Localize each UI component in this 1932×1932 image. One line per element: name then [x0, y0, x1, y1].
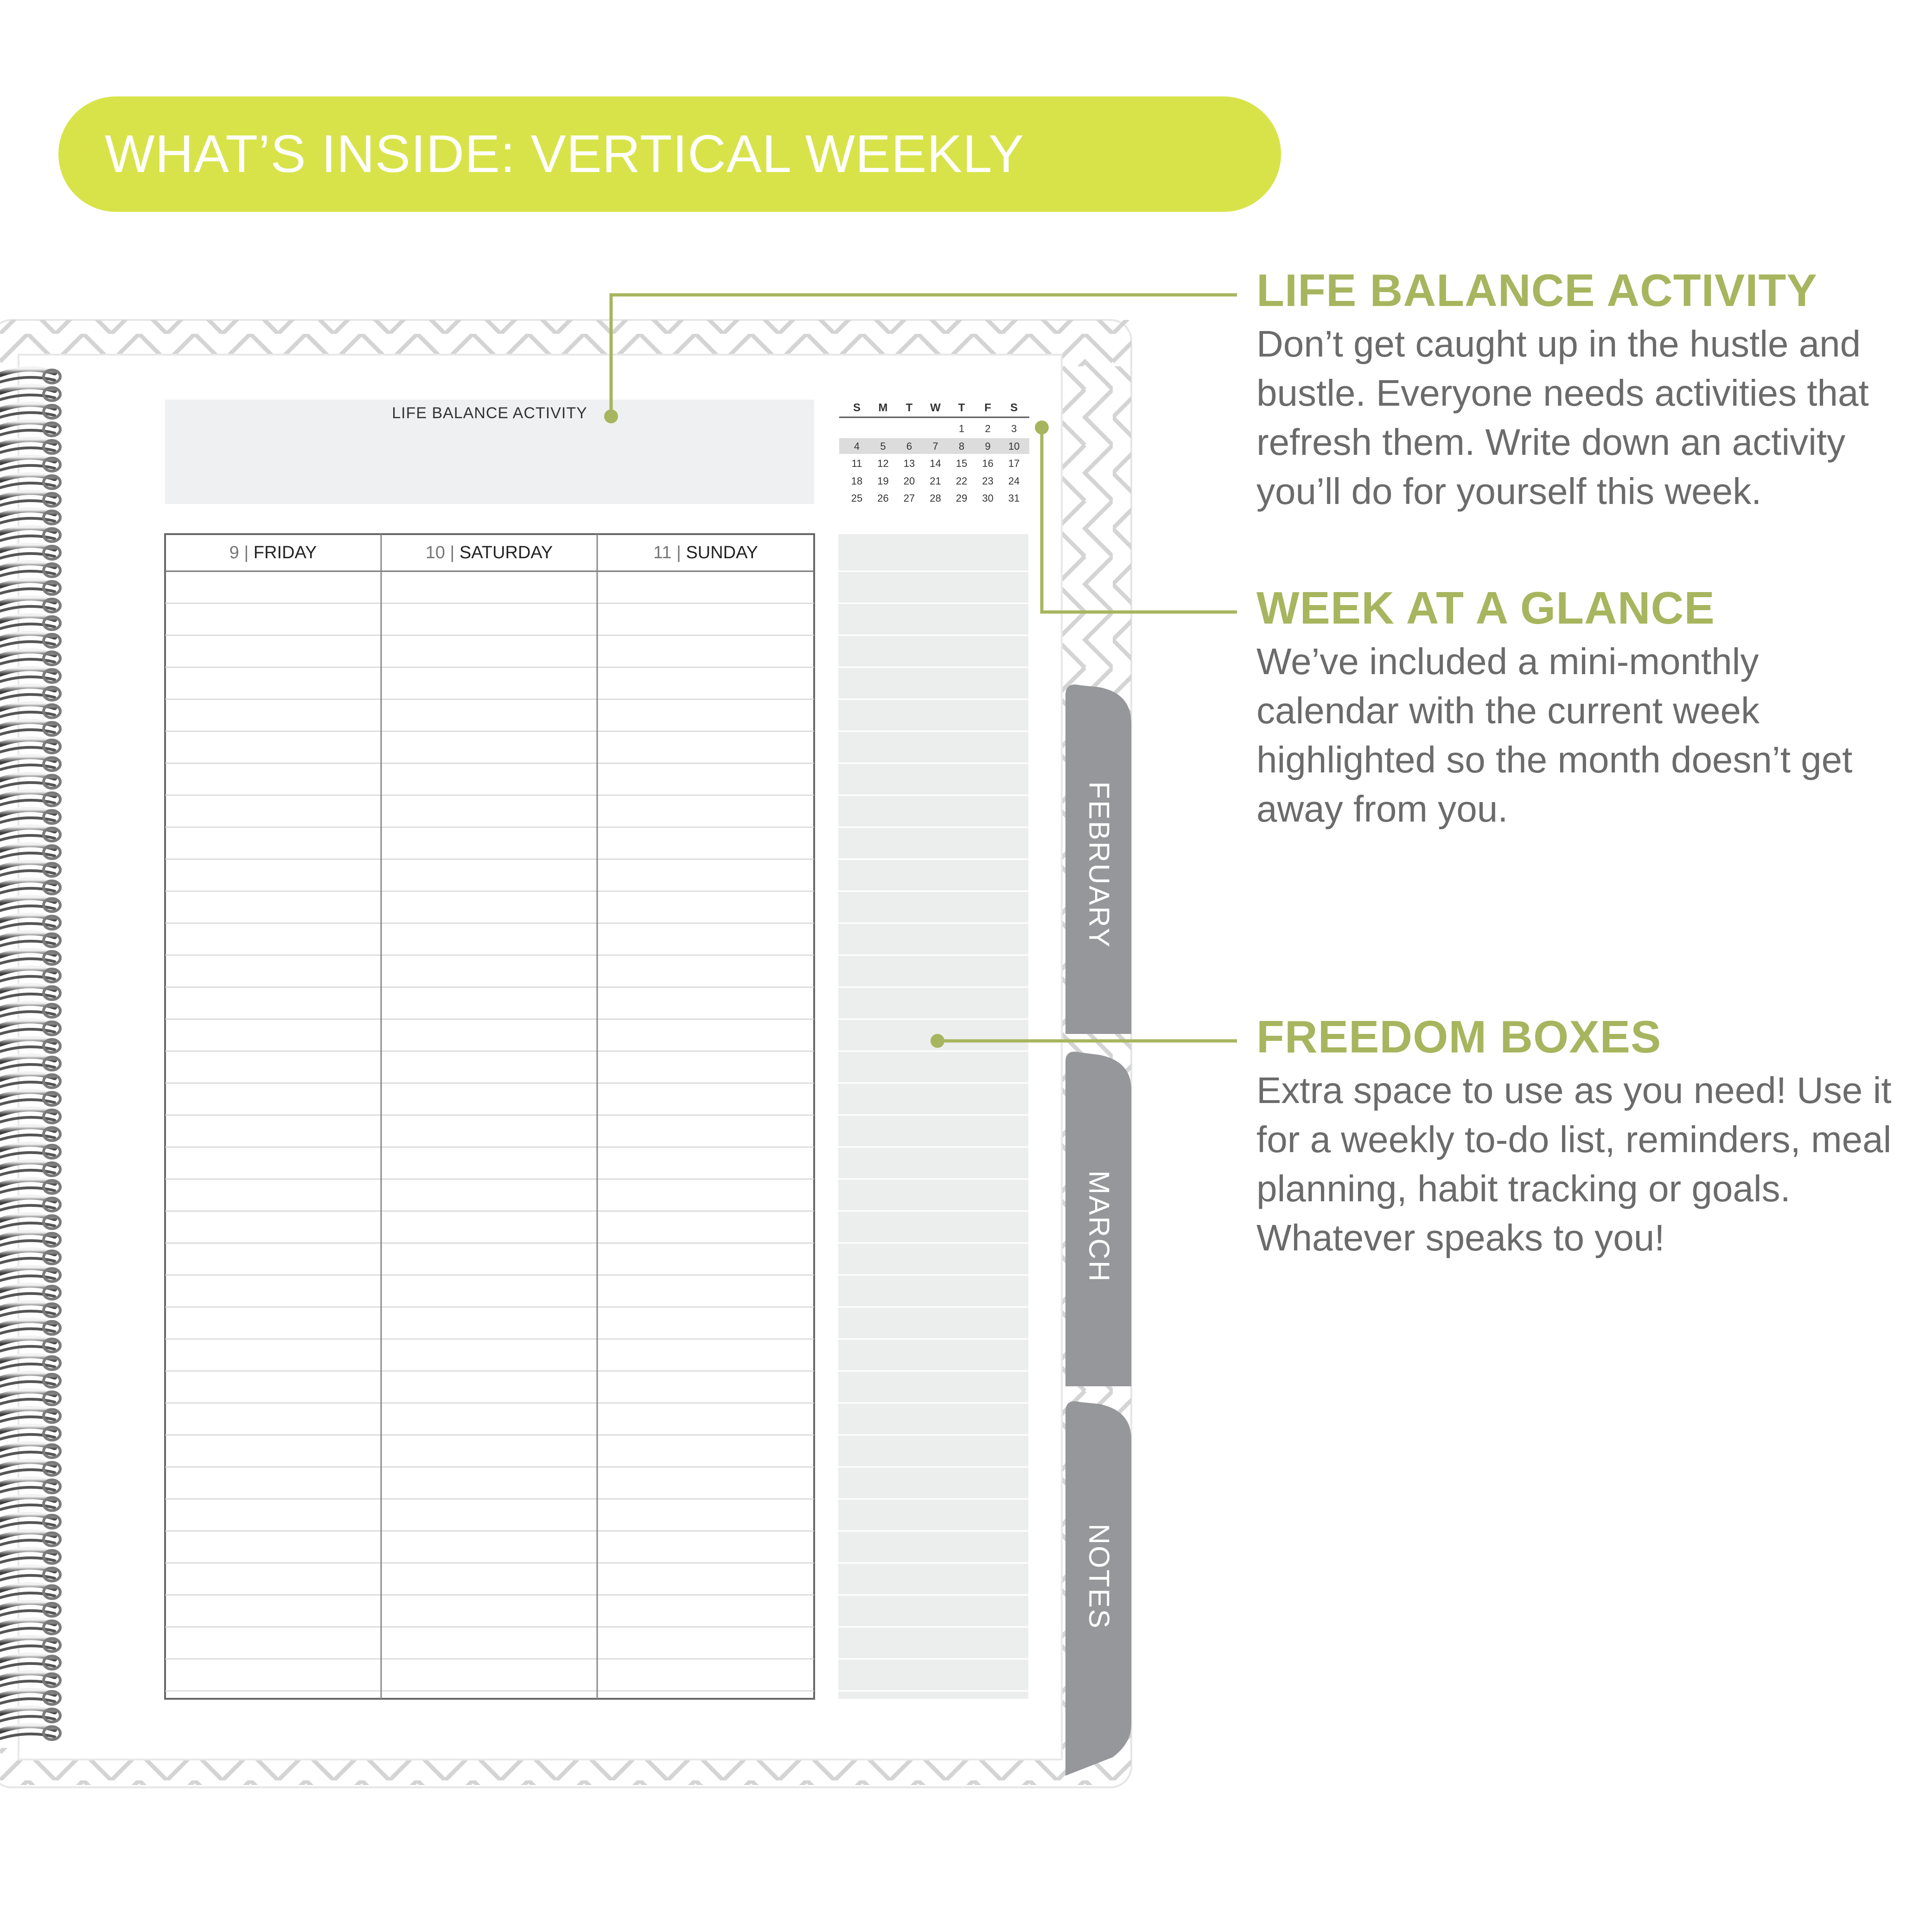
- callout-body: We’ve included a mini-monthly calendar with the current week highlighted so the month doesn’t get away from you.: [1256, 641, 1853, 829]
- mini-calendar-day: 6: [906, 440, 912, 452]
- mini-calendar-day: 16: [982, 458, 994, 469]
- mini-calendar-day: 11: [851, 458, 862, 469]
- mini-calendar-day: 14: [930, 458, 941, 469]
- mini-calendar-weekday: F: [984, 402, 991, 414]
- mini-calendar-day: 22: [956, 475, 968, 487]
- day-header-saturday: [381, 534, 597, 571]
- mini-calendar-day: 13: [903, 458, 915, 469]
- mini-calendar-day: 15: [956, 458, 968, 469]
- mini-calendar-day: 30: [982, 492, 994, 504]
- mini-calendar-day: 7: [932, 440, 938, 452]
- day-header-friday: [165, 534, 381, 571]
- tab-label-february[interactable]: FEBRUARY: [1083, 781, 1115, 949]
- mini-calendar-day: 31: [1008, 492, 1020, 504]
- mini-calendar-weekday: T: [905, 402, 913, 414]
- mini-calendar-day: 10: [1008, 440, 1020, 452]
- day-number: 9: [229, 543, 239, 562]
- mini-calendar-day: 25: [851, 492, 863, 504]
- mini-calendar-weekday: T: [958, 402, 965, 414]
- mini-calendar-day: 1: [958, 423, 965, 434]
- mini-calendar-day: 23: [982, 475, 994, 487]
- mini-calendar-day: 20: [903, 475, 915, 487]
- day-separator: |: [445, 543, 459, 562]
- mini-calendar-day: 28: [930, 492, 941, 504]
- life-balance-label: LIFE BALANCE ACTIVITY: [392, 404, 587, 422]
- banner-title: WHAT’S INSIDE: VERTICAL WEEKLY: [105, 125, 1025, 184]
- mini-calendar-day: 9: [985, 440, 991, 452]
- day-header-sunday: [597, 534, 814, 571]
- callout-title: WEEK AT A GLANCE: [1256, 582, 1715, 633]
- mini-calendar-day: 26: [877, 492, 889, 504]
- callout-title: FREEDOM BOXES: [1256, 1011, 1662, 1062]
- mini-calendar-weekday: S: [853, 402, 861, 414]
- callout-body: Extra space to use as you need! Use it for a weekly to-do list, reminders, meal planning, habit tracking or goals. Whatever speaks to you!: [1256, 1070, 1892, 1258]
- tab-label-notes[interactable]: NOTES: [1083, 1524, 1115, 1630]
- day-name: SATURDAY: [459, 543, 553, 562]
- day-number: 10: [425, 543, 445, 562]
- connector-dot-freedom: [931, 1034, 944, 1048]
- mini-calendar-day: 21: [930, 475, 941, 487]
- mini-calendar-day: 27: [903, 492, 915, 504]
- callout-life-balance: [1256, 264, 1896, 516]
- mini-calendar-day: 2: [985, 423, 991, 434]
- connector-dot-week-glance: [1035, 421, 1049, 434]
- day-name: SUNDAY: [686, 543, 758, 562]
- day-separator: |: [671, 543, 686, 562]
- mini-calendar-day: 3: [1011, 423, 1017, 434]
- day-number: 11: [653, 543, 672, 562]
- mini-calendar-day: 29: [956, 492, 968, 504]
- mini-calendar-weekday: S: [1010, 402, 1018, 414]
- mini-calendar-day: 5: [880, 440, 886, 452]
- callout-title: LIFE BALANCE ACTIVITY: [1256, 265, 1817, 316]
- day-grid: [165, 534, 814, 1699]
- mini-calendar-weekday: W: [930, 402, 941, 414]
- mini-calendar-day: 12: [877, 458, 889, 469]
- mini-calendar-day: 4: [854, 440, 860, 452]
- mini-calendar-weekday: M: [878, 402, 888, 414]
- mini-calendar-day: 17: [1008, 458, 1020, 469]
- mini-calendar-day: 24: [1008, 475, 1020, 487]
- mini-calendar-day: 8: [958, 440, 965, 452]
- callout-freedom: [1256, 1011, 1896, 1262]
- mini-calendar-day: 19: [877, 475, 889, 487]
- day-name: FRIDAY: [253, 543, 317, 562]
- callout-body: Don’t get caught up in the hustle and bustle. Everyone needs activities that refresh them. Write down an activity you’ll do for yourself this week.: [1256, 323, 1869, 512]
- freedom-box: [838, 534, 1028, 1699]
- day-separator: |: [239, 543, 254, 562]
- callout-week-glance: [1256, 582, 1896, 834]
- tab-label-march[interactable]: MARCH: [1083, 1170, 1115, 1283]
- mini-calendar-day: 18: [851, 475, 863, 487]
